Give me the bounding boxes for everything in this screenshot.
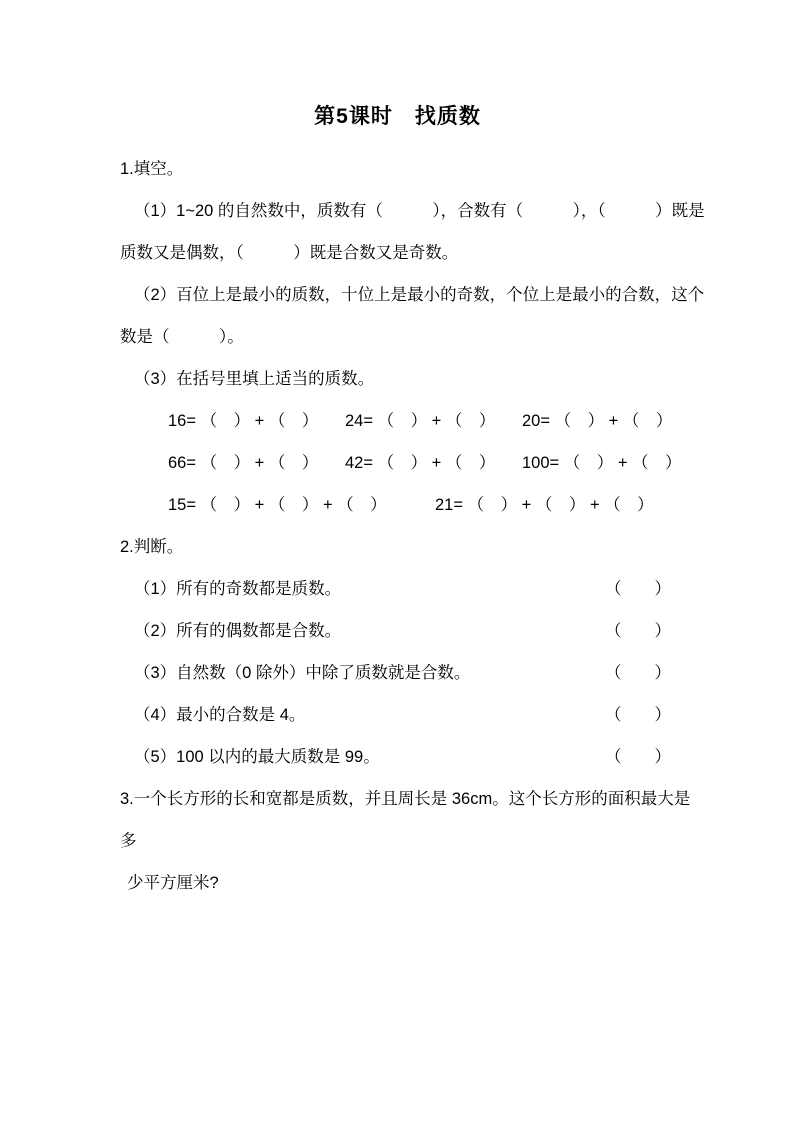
equation: 24= （ ） + （ ） (345, 412, 496, 430)
judge-statement: （5）100 以内的最大质数是 99。 (134, 748, 380, 766)
judge-statement: （4）最小的合数是 4。 (134, 706, 306, 724)
q1-item1-line2: 质数又是偶数，（ ）既是合数又是奇数。 (120, 244, 459, 262)
q2-item-3 (120, 652, 675, 694)
equation: 66= （ ） + （ ） (168, 454, 319, 472)
equation: 15= （ ） + （ ） + （ ） (168, 496, 387, 514)
q3-line2: 多 (120, 832, 137, 850)
q1-heading: 1.填空。 (120, 160, 184, 178)
answer-blank: （ ） (605, 706, 671, 724)
q1-item2-line1: （2）百位上是最小的质数，十位上是最小的奇数，个位上是最小的合数，这个 (134, 286, 705, 304)
answer-blank: （ ） (605, 748, 671, 766)
q1-equation-row-2 (120, 442, 682, 484)
q3-line1: 3.一个长方形的长和宽都是质数，并且周长是 36cm。这个长方形的面积最大是 (120, 790, 691, 808)
equation: 42= （ ） + （ ） (345, 454, 496, 472)
q1-item3-heading: （3）在括号里填上适当的质数。 (134, 370, 375, 388)
q1-equation-row-1 (120, 400, 675, 442)
q1-equation-row-3 (120, 484, 675, 526)
answer-blank: （ ） (605, 622, 671, 640)
q1-item2-line2: 数是（ ）。 (120, 328, 244, 346)
q1-item1-line1: （1）1~20 的自然数中，质数有（ ），合数有（ ），（ ）既是 (134, 202, 705, 220)
q2-item-4 (120, 694, 675, 736)
answer-blank: （ ） (605, 664, 671, 682)
q2-item-5 (120, 736, 675, 778)
equation: 100= （ ） + （ ） (522, 454, 682, 472)
judge-statement: （1）所有的奇数都是质数。 (134, 580, 342, 598)
q2-heading: 2.判断。 (120, 538, 184, 556)
equation: 21= （ ） + （ ） + （ ） (435, 496, 654, 514)
equation: 16= （ ） + （ ） (168, 412, 319, 430)
q3-line3: 少平方厘米? (127, 874, 219, 892)
q2-item-2 (120, 610, 675, 652)
judge-statement: （3）自然数（0 除外）中除了质数就是合数。 (134, 664, 471, 682)
judge-statement: （2）所有的偶数都是合数。 (134, 622, 342, 640)
q2-item-1 (120, 568, 675, 610)
answer-blank: （ ） (605, 580, 671, 598)
page-title: 第5课时 找质数 (314, 105, 481, 128)
equation: 20= （ ） + （ ） (522, 412, 673, 430)
